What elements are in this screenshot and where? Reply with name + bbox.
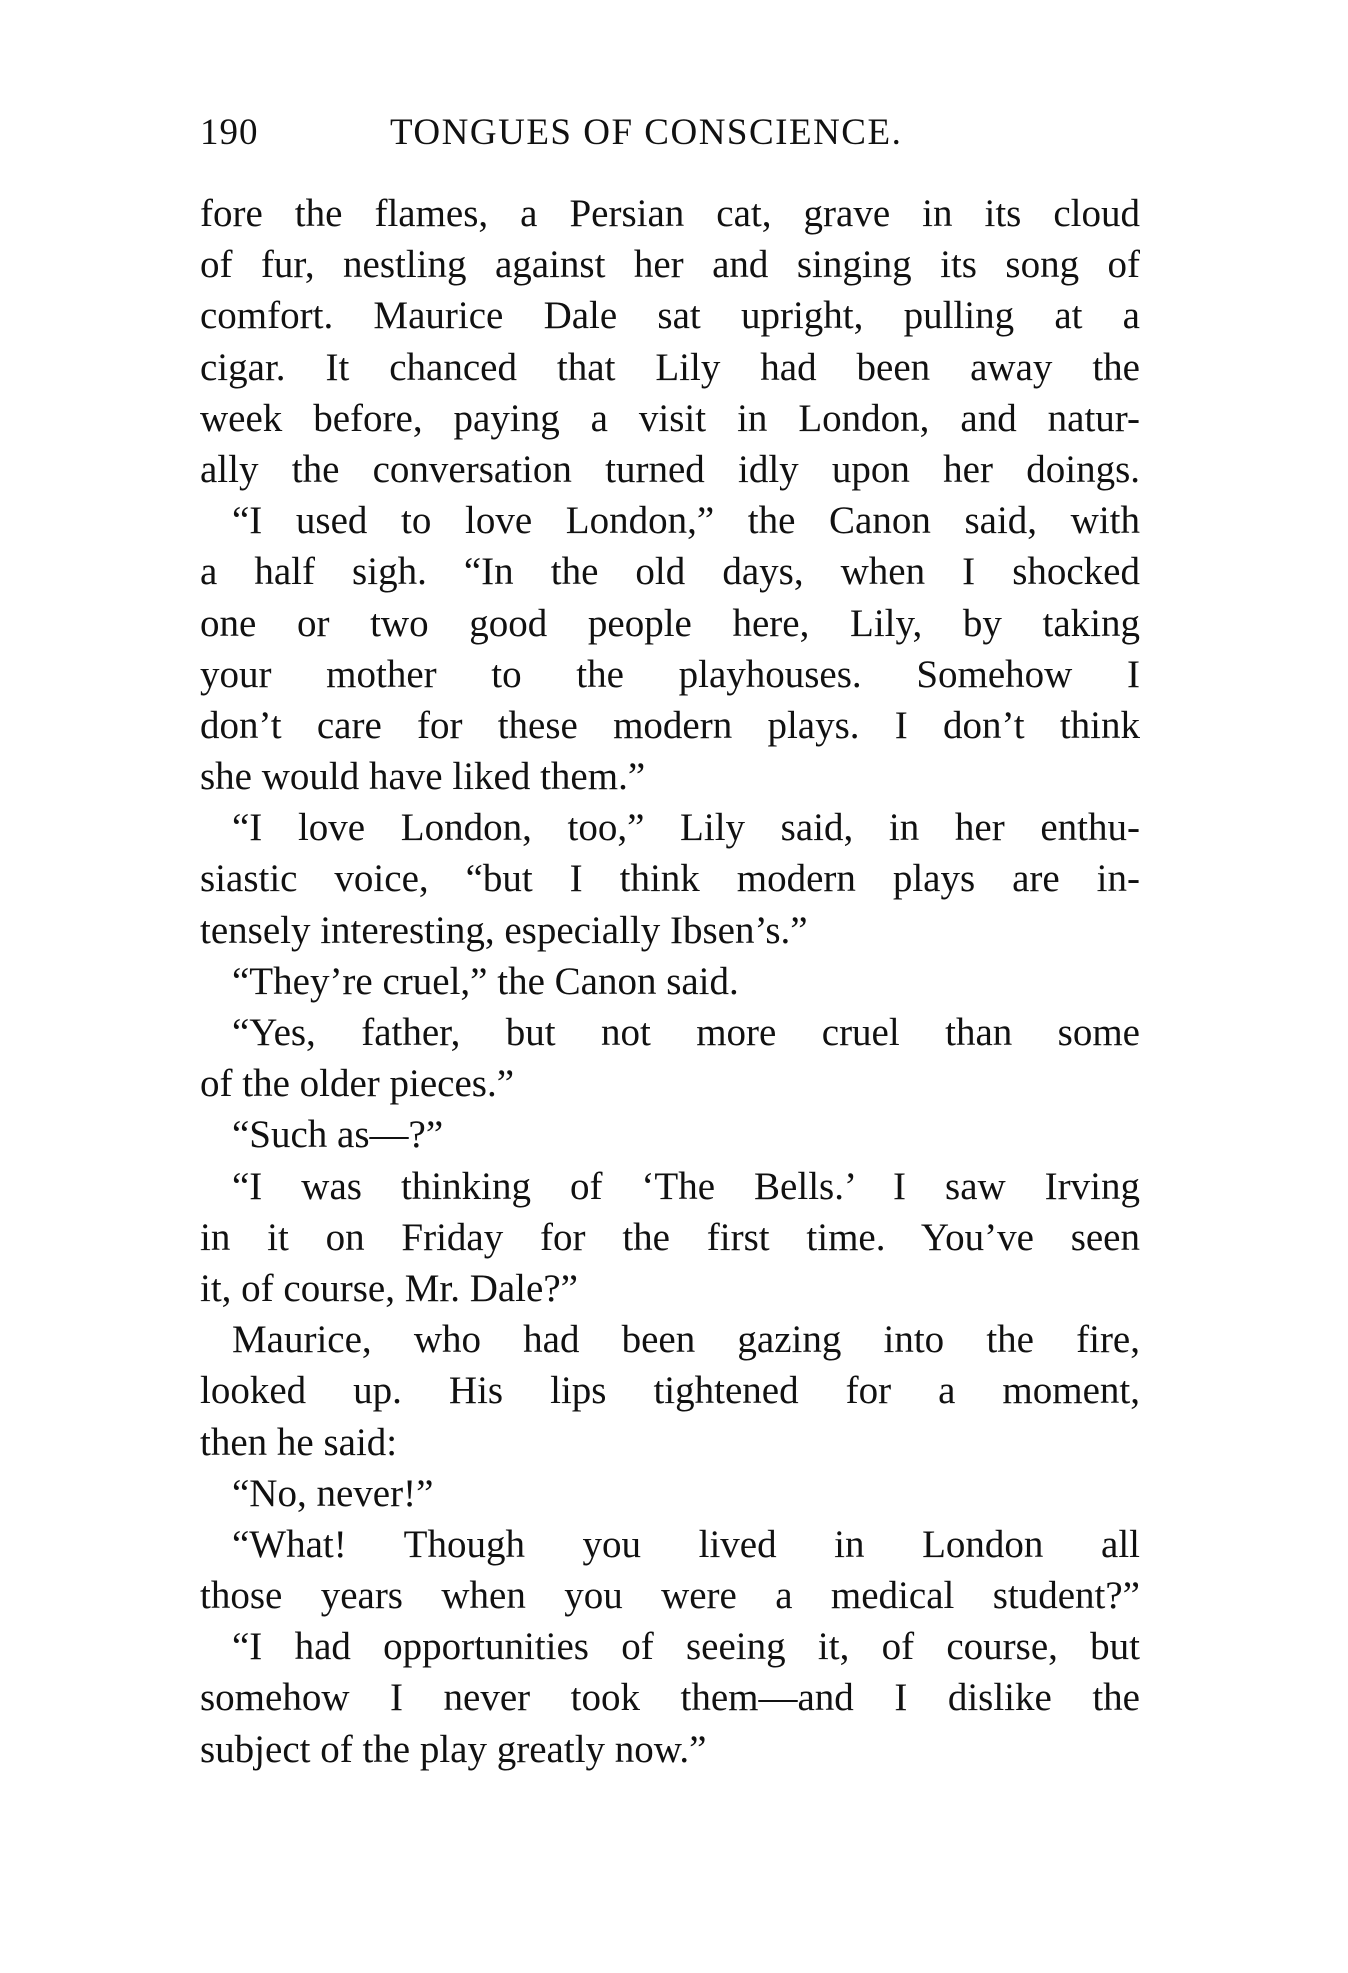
text-line: somehow I never took them—and I dislike the [200,1676,1140,1720]
text-line: fore the flames, a Persian cat, grave in its cloud [200,192,1140,235]
text-line: don’t care for these modern plays. I don’t think [200,703,1140,747]
text-line: she would have liked them.” [200,755,646,799]
text-line: those years when you were a medical student?” [200,1574,1140,1618]
text-line: “I used to love London,” the Canon said, with [232,499,1140,543]
text-line: “They’re cruel,” the Canon said. [232,959,739,1003]
text-line: “Yes, father, but not more cruel than some [232,1011,1140,1054]
text-line: then he said: [200,1420,398,1464]
text-line: “I was thinking of ‘The Bells.’ I saw Irving [232,1164,1140,1208]
running-title: TONGUES OF CONSCIENCE. [390,112,903,153]
text-line: “What! Though you lived in London all [232,1522,1140,1566]
text-line: looked up. His lips tightened for a moment, [200,1369,1140,1413]
text-line: ally the conversation turned idly upon her doings. [200,447,1140,491]
text-line: subject of the play greatly now.” [200,1727,707,1771]
body-text [200,188,1140,1775]
text-line: a half sigh. “In the old days, when I shocked [200,550,1140,594]
text-line: Maurice, who had been gazing into the fire, [232,1318,1140,1362]
text-line: cigar. It chanced that Lily had been away the [200,345,1140,389]
text-line: your mother to the playhouses. Somehow I [200,652,1140,696]
text-line: of the older pieces.” [200,1062,515,1106]
page-number: 190 [200,112,259,153]
text-line: “Such as—?” [232,1113,444,1157]
text-line: “I love London, too,” Lily said, in her enthu- [232,806,1140,850]
text-line: one or two good people here, Lily, by taking [200,601,1140,645]
running-head [200,108,1140,158]
text-line: in it on Friday for the first time. You’ve seen [200,1215,1140,1259]
text-line: it, of course, Mr. Dale?” [200,1266,578,1310]
text-line: “I had opportunities of seeing it, of course, but [232,1625,1140,1669]
text-line: week before, paying a visit in London, and natur- [200,396,1140,440]
text-line: “No, never!” [232,1471,434,1515]
text-line: tensely interesting, especially Ibsen’s.” [200,908,808,952]
text-line: of fur, nestling against her and singing its song of [200,243,1140,287]
text-line: comfort. Maurice Dale sat upright, pulling at a [200,294,1140,338]
text-line: siastic voice, “but I think modern plays are in- [200,857,1140,901]
